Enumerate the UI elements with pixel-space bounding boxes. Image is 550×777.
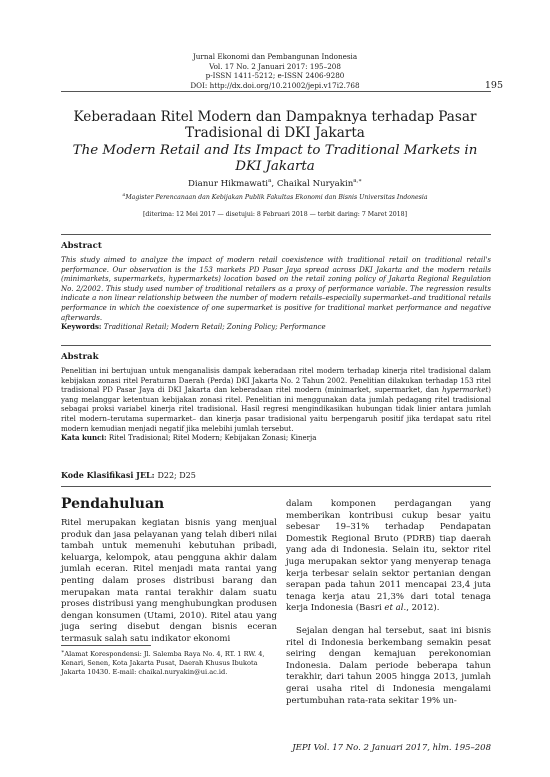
journal-volume: Vol. 17 No. 2 Januari 2017: 195–208	[209, 61, 341, 71]
author-affiliation-mark: a	[268, 178, 272, 184]
author-list	[0, 178, 550, 189]
keywords-label: Keywords:	[61, 322, 102, 332]
section-heading: Pendahuluan	[61, 496, 165, 512]
abstrak-heading: Abstrak	[61, 352, 99, 362]
keywords-list: Traditional Retail; Modern Retail; Zoning Policy; Performance	[103, 322, 326, 332]
journal-header	[0, 52, 550, 90]
footnote-mark: ∗	[61, 649, 65, 655]
title-indonesian: Keberadaan Ritel Modern dan Dampaknya terhadap Pasar Tradisional di DKI Jakarta	[73, 109, 477, 141]
jel-label: Kode Klasifikasi JEL:	[61, 470, 155, 480]
body-text: dalam komponen perdagangan yang memberikan kontribusi cukup besar yaitu sebesar 19–31% terhadap Pendapatan Domestik Regional Bruto (PDRB) tiap daerah yang ada di Indonesia. Selain itu, sektor ritel juga merupakan sektor yang menyerap tenaga kerja terbesar selain sektor pertanian dengan serapan pada tahun 2011 mencapai 23,4 juta tenaga kerja atau 21,3% dari total tenaga kerja Indonesia (Basri	[286, 499, 491, 614]
affiliation	[0, 193, 550, 201]
journal-doi[interactable]: DOI: http://dx.doi.org/10.21002/jepi.v17i2.768	[190, 80, 360, 90]
author-name: Chaikal Nuryakin	[276, 178, 354, 189]
abstract-english	[61, 255, 491, 332]
kata-kunci-list: Ritel Tradisional; Ritel Modern; Kebijakan Zonasi; Kinerja	[108, 433, 317, 443]
citation-italic: et al.	[384, 603, 407, 614]
abstract-body: This study aimed to analyze the impact of modern retail coexistence with traditional retail on traditional retail's performance. Our observation is the 153 markets PD Pasar Jaya spread across DKI Jakarta and the modern retails (minimarkets, supermarkets, hypermarkets) location based on the retail zoning policy of Jakarta Regional Regulation No. 2/2002. This study used number of traditional retailers as a proxy of performance variable. The regression results indicate a non linear relationship between the number of modern retails–especially supermarket–and traditional retails performance in which the coexistence of one supermarket is positive for traditional market performance and negative afterwards.	[61, 255, 491, 322]
keywords	[61, 322, 491, 332]
kata-kunci-label: Kata kunci:	[61, 433, 107, 443]
kata-kunci	[61, 433, 491, 443]
footnote-rule	[61, 645, 151, 646]
journal-issn: p-ISSN 1411-5212; e-ISSN 2406-9280	[205, 71, 345, 81]
abstrak-text: Penelitian ini bertujuan untuk menganalisis dampak keberadaan ritel modern terhadap kinerja ritel tradisional dalam kebijakan zonasi ritel Peraturan Daerah (Perda) DKI Jakarta No. 2 Tahun 2002. Penelitian dilakukan terhadap 153 ritel tradisional PD Pasar Jaya di DKI Jakarta dan keberadaan ritel modern (minimarket, supermarket, dan	[61, 366, 491, 395]
author-name: Dianur Hikmawati	[187, 178, 269, 189]
author-separator: ,	[271, 178, 277, 189]
journal-name: Jurnal Ekonomi dan Pembangunan Indonesia	[192, 52, 358, 61]
abstract-heading: Abstract	[61, 241, 102, 251]
abstrak-text: ) yang melanggar ketentuan kebijakan zonasi ritel. Penelitian ini menggunakan data jumlah pedagang ritel tradisional sebagai proksi variabel kinerja ritel tradisional. Hasil regresi mengindikasikan hubungan tidak linier antara jumlah ritel modern–terutama supermarket– dan kinerja pasar tradisional yaitu berpengaruh positif jika terdapat satu ritel modern kemudian menjadi negatif jika melebihi jumlah tersebut.	[61, 385, 491, 433]
footnote-text: Alamat Korespondensi: Jl. Salemba Raya No. 4, RT. 1 RW. 4, Kenari, Senen, Kota Jakarta Pusat, Daerah Khusus Ibukota Jakarta 10430. E-mail: chaikal.nuryakin@ui.ac.id.	[61, 650, 265, 677]
abstrak-indonesian	[61, 366, 491, 443]
affiliation-mark: a	[122, 193, 126, 198]
page-number: 195	[484, 80, 503, 91]
submission-dates: [diterima: 12 Mei 2017 — disetujui: 8 Februari 2018 — terbit daring: 7 Maret 2018]	[142, 211, 407, 218]
body-paragraph	[286, 499, 491, 615]
jel-classification	[61, 470, 196, 480]
body-paragraph: Ritel merupakan kegiatan bisnis yang menjual produk dan jasa pelayanan yang telah diberi nilai tambah untuk memenuhi kebutuhan pribadi, keluarga, kelompok, atau pengguna akhir dalam jumlah eceran. Ritel menjadi mata rantai yang penting dalam proses distribusi barang dan merupakan mata rantai terakhir dalam suatu proses distribusi yang menghubungkan produsen dengan konsumen (Utami, 2010). Ritel atau yang juga sering disebut dengan bisnis eceran termasuk salah satu indikator ekonomi	[61, 518, 277, 644]
author-affiliation-mark: a,∗	[353, 178, 363, 184]
right-column	[286, 499, 491, 707]
abstrak-italic-term: hypermarket	[442, 385, 489, 395]
header-rule	[61, 91, 491, 92]
abstract-top-rule	[61, 234, 491, 235]
page-footer: JEPI Vol. 17 No. 2 Januari 2017, hlm. 195–208	[292, 743, 491, 753]
left-column	[61, 518, 277, 646]
footnote	[61, 648, 277, 677]
body-text: , 2012).	[406, 603, 440, 614]
abstract-bottom-rule	[61, 486, 491, 487]
jel-codes: D22; D25	[157, 471, 196, 480]
body-paragraph: Sejalan dengan hal tersebut, saat ini bisnis ritel di Indonesia berkembang semakin pesat seiring dengan kemajuan perekonomian Indonesia. Dalam periode beberapa tahun terakhir, dari tahun 2005 hingga 2013, jumlah gerai usaha ritel di Indonesia mengalami pertumbuhan rata-rata sekitar 19% un-	[286, 625, 491, 706]
abstrak-body	[61, 366, 491, 433]
affiliation-text: Magister Perencanaan dan Kebijakan Publik Fakultas Ekonomi dan Bisnis Universitas Indonesia	[125, 194, 428, 202]
title-english: The Modern Retail and Its Impact to Traditional Markets in DKI Jakarta	[72, 143, 478, 174]
abstract-separator-rule	[61, 345, 491, 346]
